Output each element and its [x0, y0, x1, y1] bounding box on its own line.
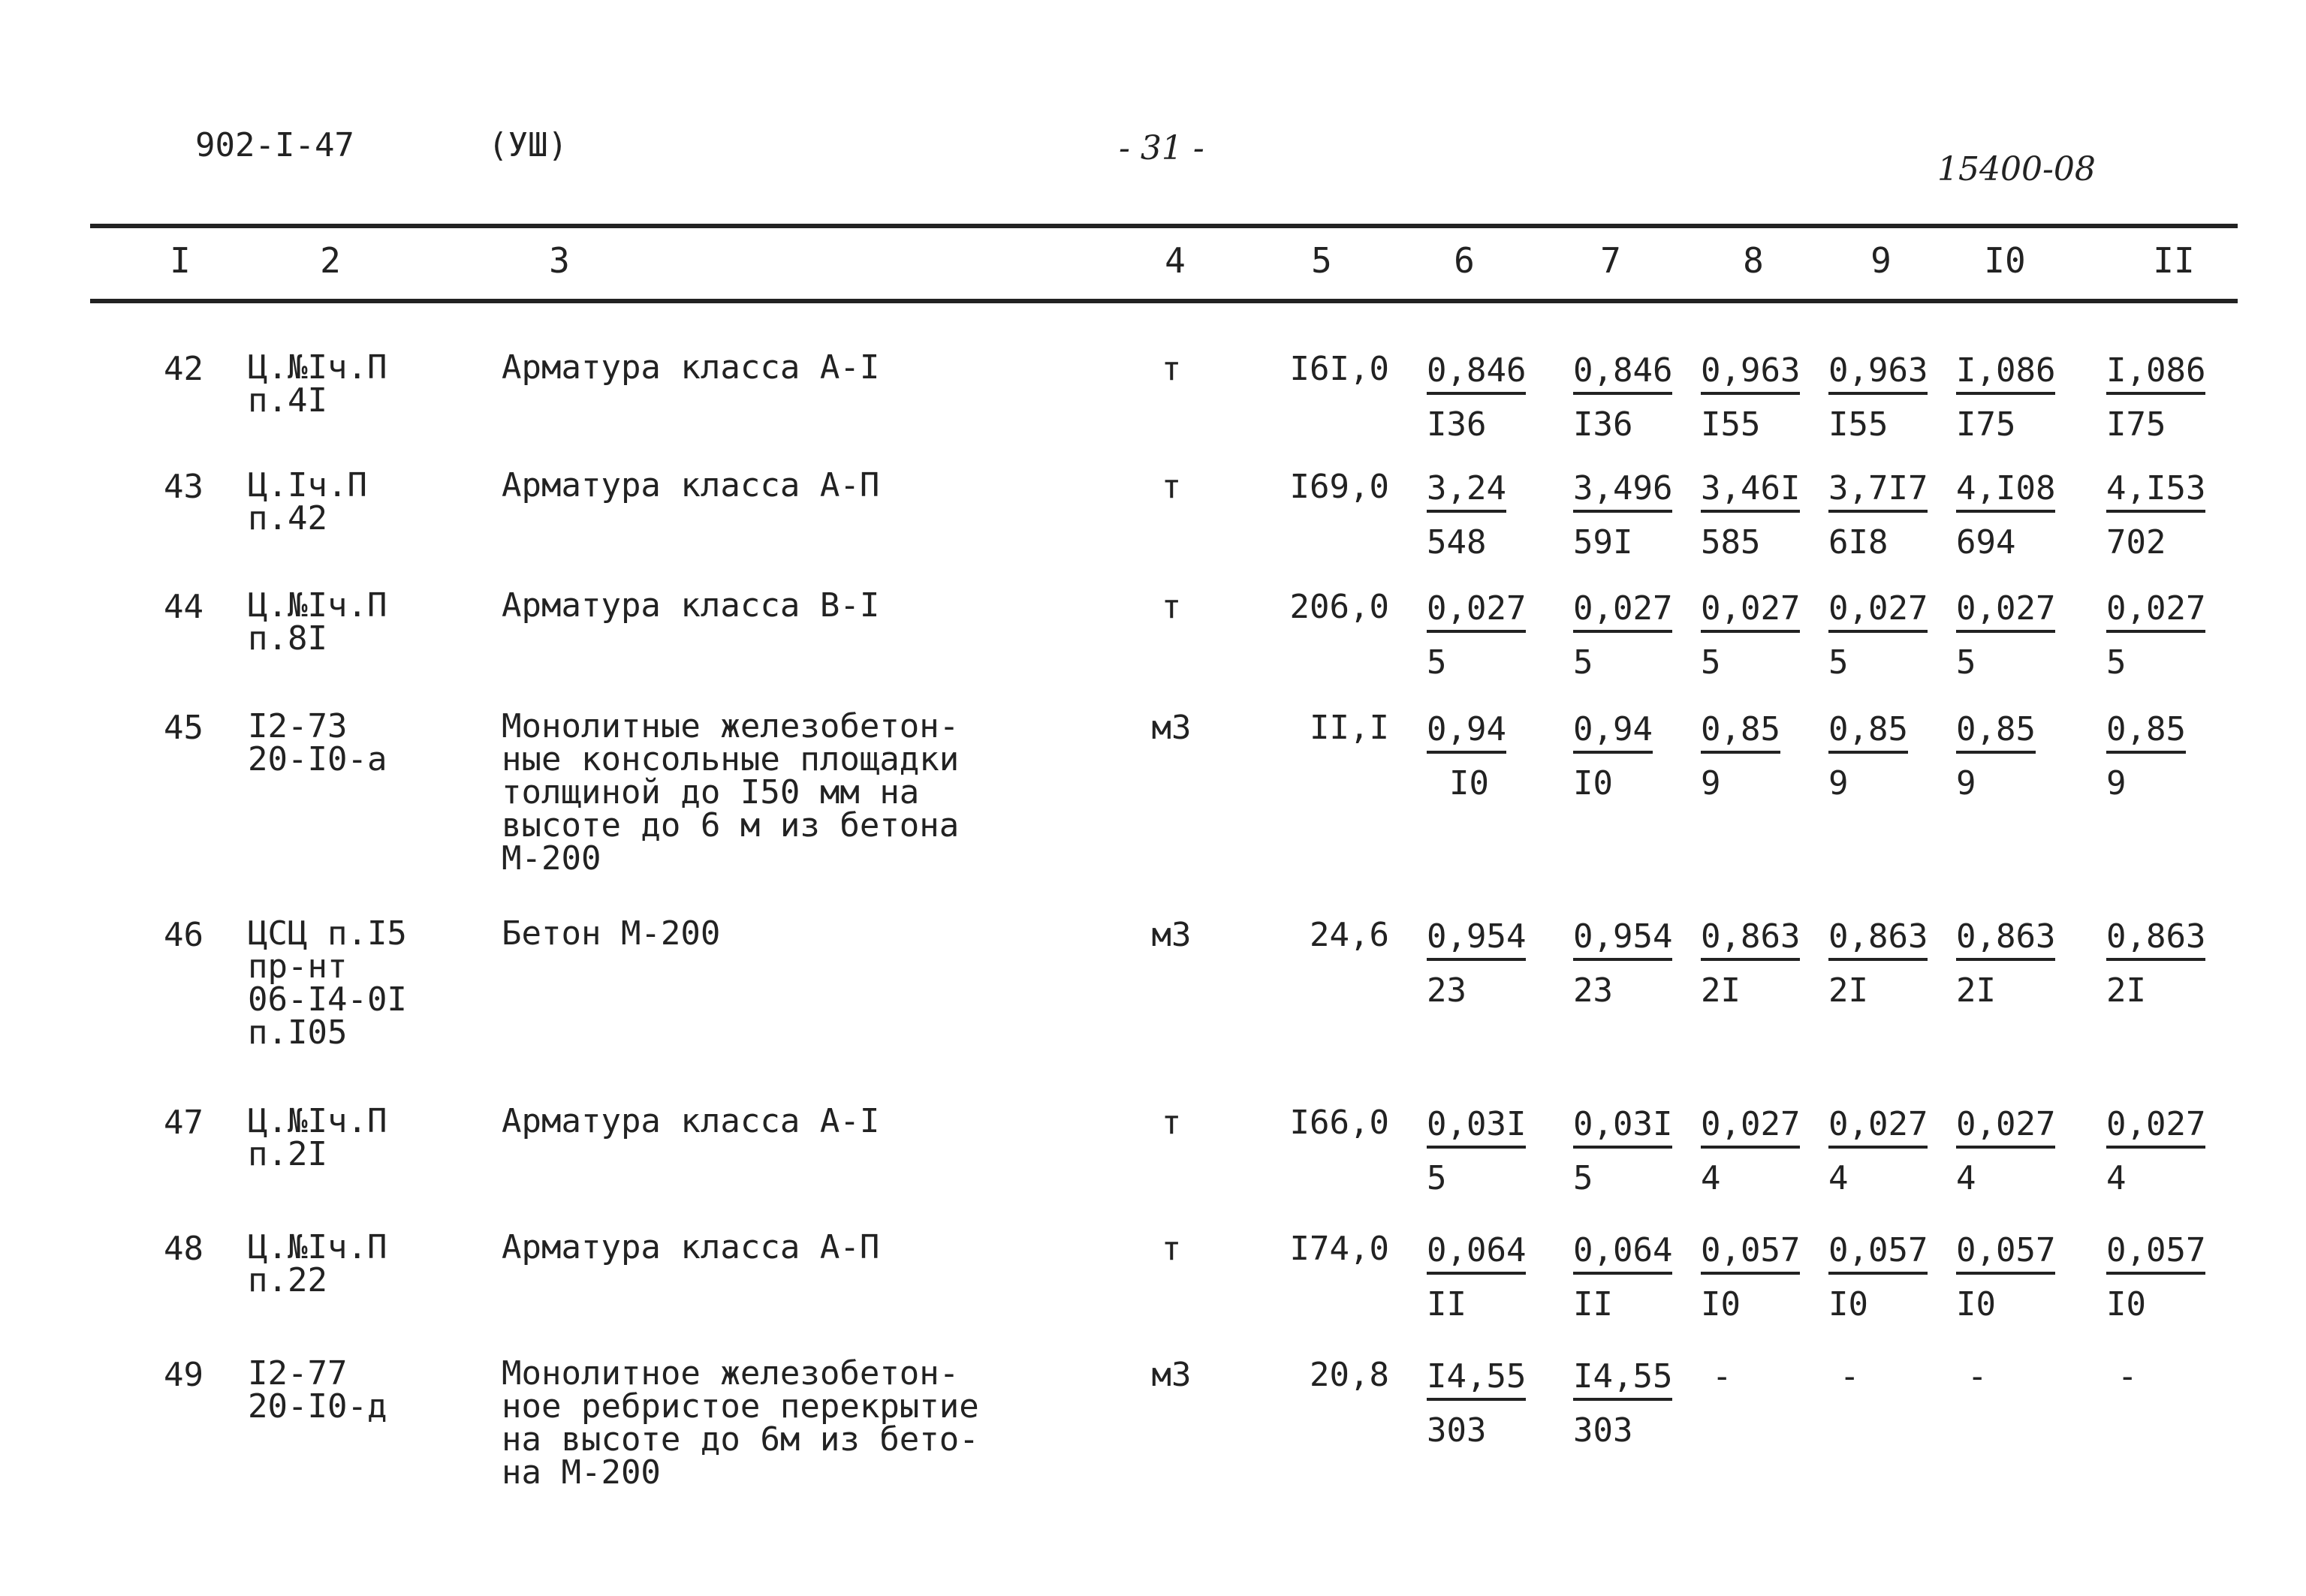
cost-value: 585: [1701, 523, 1761, 562]
quantity-value: 0,027: [1828, 1107, 1928, 1149]
column-number: 4: [1165, 240, 1186, 281]
cost-value: 5: [1701, 643, 1721, 682]
column-number: 6: [1454, 240, 1475, 281]
cost-value: 23: [1427, 971, 1466, 1010]
cost-value: I55: [1828, 405, 1889, 444]
quantity-cost-value: [1573, 1357, 1672, 1449]
cost-value: 2I: [1701, 971, 1741, 1010]
norm-reference: Ц.№Iч.П п.4I: [248, 348, 387, 420]
quantity-cost-value: [1828, 469, 1928, 561]
cost-value: 2I: [2106, 971, 2146, 1010]
unit-price: II,I: [1310, 709, 1389, 747]
cost-value: 4: [1956, 1159, 1976, 1197]
quantity-cost-value: [1573, 351, 1672, 443]
cost-value: 5: [1427, 1159, 1447, 1197]
quantity-value: 3,46I: [1701, 471, 1800, 513]
quantity-cost-value: [1701, 1231, 1800, 1323]
unit-price: I66,0: [1289, 1104, 1389, 1142]
quantity-value: I4,55: [1427, 1359, 1526, 1401]
unit: м3: [1151, 916, 1192, 954]
cost-value: 694: [1956, 523, 2016, 562]
quantity-cost-value: [1828, 351, 1928, 443]
quantity-value: 0,954: [1427, 919, 1526, 961]
column-number: 2: [320, 240, 341, 281]
cost-value: 548: [1427, 523, 1487, 562]
cost-value: I55: [1701, 405, 1761, 444]
cost-value: 9: [1828, 764, 1849, 803]
quantity-cost-value: [1427, 589, 1526, 681]
cost-value: I0: [1701, 1285, 1741, 1323]
cost-value: 5: [2106, 643, 2127, 682]
quantity-cost-value: [1828, 589, 1928, 681]
quantity-value: 0,85: [1701, 712, 1780, 754]
quantity-cost-value: [1427, 917, 1526, 1009]
cost-value: 59I: [1573, 523, 1633, 562]
row-number: 43: [164, 468, 203, 506]
cost-value: I36: [1573, 405, 1633, 444]
unit: м3: [1151, 709, 1192, 747]
cost-value: 5: [1956, 643, 1976, 682]
unit-price: I6I,0: [1289, 350, 1389, 388]
work-description: Монолитное железобетон- ное ребристое перекрытие на высоте до 6м из бето- на М-200: [502, 1354, 979, 1492]
cost-value: I36: [1427, 405, 1487, 444]
row-number: 47: [164, 1104, 203, 1142]
cost-value: 9: [1701, 764, 1721, 803]
quantity-value: I,086: [1956, 353, 2055, 395]
quantity-value: 0,027: [1956, 1107, 2055, 1149]
unit-price: 24,6: [1310, 916, 1389, 954]
quantity-cost-value: [2106, 589, 2205, 681]
quantity-cost-value: [1956, 710, 2036, 802]
cost-value: I0: [1573, 764, 1613, 803]
column-number: II: [2153, 240, 2195, 281]
quantity-cost-value: [1956, 1231, 2055, 1323]
unit: т: [1161, 468, 1182, 506]
quantity-value: 0,027: [1701, 1107, 1800, 1149]
quantity-cost-value: [1573, 1231, 1672, 1323]
quantity-value: 0,027: [1573, 591, 1672, 633]
cost-value: 5: [1427, 643, 1447, 682]
cost-value: II: [1573, 1285, 1613, 1323]
quantity-value: 0,057: [1701, 1233, 1800, 1275]
quantity-cost-value: [1701, 917, 1800, 1009]
quantity-value: 0,057: [1956, 1233, 2055, 1275]
quantity-cost-value: [2106, 1105, 2205, 1197]
norm-reference: Ц.№Iч.П п.22: [248, 1228, 387, 1299]
work-description: Монолитные железобетон- ные консольные площадки толщиной до I50 мм на высоте до 6 м из бетона М-200: [502, 707, 960, 878]
quantity-value: 0,85: [2106, 712, 2186, 754]
quantity-value: 0,027: [2106, 1107, 2205, 1149]
quantity-cost-value: [1828, 710, 1908, 802]
column-number: 3: [549, 240, 570, 281]
quantity-value: 0,85: [1828, 712, 1908, 754]
quantity-cost-value: [1573, 710, 1653, 802]
unit-price: I69,0: [1289, 468, 1389, 506]
unit: м3: [1151, 1356, 1192, 1394]
quantity-value: I,086: [2106, 353, 2205, 395]
cost-value: 5: [1573, 1159, 1593, 1197]
quantity-cost-value: [1956, 1105, 2055, 1197]
quantity-cost-value: [1427, 710, 1506, 802]
quantity-value: I4,55: [1573, 1359, 1672, 1401]
unit: т: [1161, 1230, 1182, 1268]
quantity-cost-value: [1427, 351, 1526, 443]
cost-value: I75: [2106, 405, 2166, 444]
quantity-value: 0,064: [1573, 1233, 1672, 1275]
quantity-cost-value: [1573, 589, 1672, 681]
quantity-value: 0,027: [2106, 591, 2205, 633]
empty-value-dash: -: [2118, 1357, 2138, 1396]
row-number: 49: [164, 1356, 203, 1394]
cost-value: 4: [2106, 1159, 2127, 1197]
cost-value: I0: [1828, 1285, 1868, 1323]
column-number: 9: [1870, 240, 1892, 281]
quantity-cost-value: [1701, 710, 1780, 802]
cost-value: 702: [2106, 523, 2166, 562]
work-description: Арматура класса А-I: [502, 1102, 880, 1140]
column-number: 8: [1743, 240, 1764, 281]
cost-value: I0: [1449, 764, 1489, 803]
quantity-cost-value: [1573, 917, 1672, 1009]
norm-reference: ЦСЦ п.I5 пр-нт 06-I4-0I п.I05: [248, 914, 407, 1052]
quantity-value: 0,03I: [1573, 1107, 1672, 1149]
quantity-value: 0,064: [1427, 1233, 1526, 1275]
quantity-value: 3,24: [1427, 471, 1506, 513]
quantity-value: 4,I53: [2106, 471, 2205, 513]
cost-value: 303: [1427, 1411, 1487, 1450]
quantity-cost-value: [1701, 589, 1800, 681]
quantity-value: 0,863: [1701, 919, 1800, 961]
quantity-value: 3,7I7: [1828, 471, 1928, 513]
table-top-rule: [90, 224, 2238, 228]
quantity-cost-value: [2106, 917, 2205, 1009]
quantity-cost-value: [2106, 710, 2186, 802]
empty-value-dash: -: [1840, 1357, 1860, 1396]
quantity-cost-value: [1701, 1105, 1800, 1197]
quantity-cost-value: [1956, 589, 2055, 681]
quantity-cost-value: [1828, 1105, 1928, 1197]
quantity-cost-value: [2106, 469, 2205, 561]
row-number: 46: [164, 916, 203, 954]
quantity-value: 0,03I: [1427, 1107, 1526, 1149]
sheet-reference: 15400-08: [1937, 150, 2096, 188]
quantity-value: 0,846: [1427, 353, 1526, 395]
quantity-value: 0,057: [2106, 1233, 2205, 1275]
quantity-value: 0,057: [1828, 1233, 1928, 1275]
quantity-value: 0,85: [1956, 712, 2036, 754]
quantity-value: 0,027: [1828, 591, 1928, 633]
quantity-cost-value: [1828, 917, 1928, 1009]
cost-value: 5: [1828, 643, 1849, 682]
norm-reference: I2-73 20-I0-а: [248, 707, 387, 778]
series-label: (УШ): [488, 126, 568, 164]
cost-value: II: [1427, 1285, 1466, 1323]
norm-reference: I2-77 20-I0-д: [248, 1354, 387, 1426]
quantity-value: 0,863: [1956, 919, 2055, 961]
quantity-cost-value: [1427, 1105, 1526, 1197]
cost-value: 5: [1573, 643, 1593, 682]
cost-value: 9: [2106, 764, 2127, 803]
quantity-cost-value: [1828, 1231, 1928, 1323]
cost-value: 6I8: [1828, 523, 1889, 562]
cost-value: I75: [1956, 405, 2016, 444]
unit-price: 20,8: [1310, 1356, 1389, 1394]
quantity-cost-value: [1427, 469, 1506, 561]
quantity-value: 0,846: [1573, 353, 1672, 395]
work-description: Арматура класса А-П: [502, 466, 880, 504]
cost-value: 4: [1701, 1159, 1721, 1197]
quantity-value: 0,94: [1427, 712, 1506, 754]
quantity-cost-value: [2106, 351, 2205, 443]
quantity-cost-value: [1956, 469, 2055, 561]
row-number: 48: [164, 1230, 203, 1268]
quantity-cost-value: [1956, 917, 2055, 1009]
quantity-cost-value: [1427, 1231, 1526, 1323]
quantity-cost-value: [1573, 469, 1672, 561]
quantity-value: 0,963: [1701, 353, 1800, 395]
unit: т: [1161, 350, 1182, 388]
quantity-value: 3,496: [1573, 471, 1672, 513]
quantity-cost-value: [1956, 351, 2055, 443]
document-code: 902-I-47: [195, 126, 354, 164]
unit-price: I74,0: [1289, 1230, 1389, 1268]
quantity-cost-value: [1427, 1357, 1526, 1449]
cost-value: I0: [2106, 1285, 2146, 1323]
cost-value: 23: [1573, 971, 1613, 1010]
quantity-cost-value: [2106, 1231, 2205, 1323]
quantity-cost-value: [1701, 351, 1800, 443]
norm-reference: Ц.Iч.П п.42: [248, 466, 367, 538]
norm-reference: Ц.№Iч.П п.2I: [248, 1102, 387, 1173]
norm-reference: Ц.№Iч.П п.8I: [248, 586, 387, 658]
cost-value: 303: [1573, 1411, 1633, 1450]
quantity-value: 0,94: [1573, 712, 1653, 754]
cost-value: 4: [1828, 1159, 1849, 1197]
column-number: I0: [1984, 240, 2026, 281]
empty-value-dash: -: [1967, 1357, 1988, 1396]
unit: т: [1161, 588, 1182, 626]
row-number: 42: [164, 350, 203, 388]
row-number: 44: [164, 588, 203, 626]
quantity-value: 0,027: [1427, 591, 1526, 633]
quantity-cost-value: [1573, 1105, 1672, 1197]
page-number: - 31 -: [1119, 129, 1204, 167]
row-number: 45: [164, 709, 203, 747]
header-bottom-rule: [90, 299, 2238, 303]
quantity-value: 0,027: [1701, 591, 1800, 633]
cost-value: I0: [1956, 1285, 1996, 1323]
quantity-value: 0,863: [1828, 919, 1928, 961]
column-number: 7: [1600, 240, 1621, 281]
cost-value: 9: [1956, 764, 1976, 803]
unit: т: [1161, 1104, 1182, 1142]
quantity-value: 0,027: [1956, 591, 2055, 633]
quantity-cost-value: [1701, 469, 1800, 561]
quantity-value: 0,954: [1573, 919, 1672, 961]
column-number: 5: [1311, 240, 1332, 281]
work-description: Арматура класса А-П: [502, 1228, 880, 1266]
work-description: Арматура класса В-I: [502, 586, 880, 625]
work-description: Арматура класса А-I: [502, 348, 880, 387]
quantity-value: 0,963: [1828, 353, 1928, 395]
work-description: Бетон М-200: [502, 914, 721, 953]
cost-value: 2I: [1956, 971, 1996, 1010]
empty-value-dash: -: [1712, 1357, 1732, 1396]
cost-value: 2I: [1828, 971, 1868, 1010]
quantity-value: 0,863: [2106, 919, 2205, 961]
unit-price: 206,0: [1289, 588, 1389, 626]
column-number: I: [170, 240, 191, 281]
quantity-value: 4,I08: [1956, 471, 2055, 513]
